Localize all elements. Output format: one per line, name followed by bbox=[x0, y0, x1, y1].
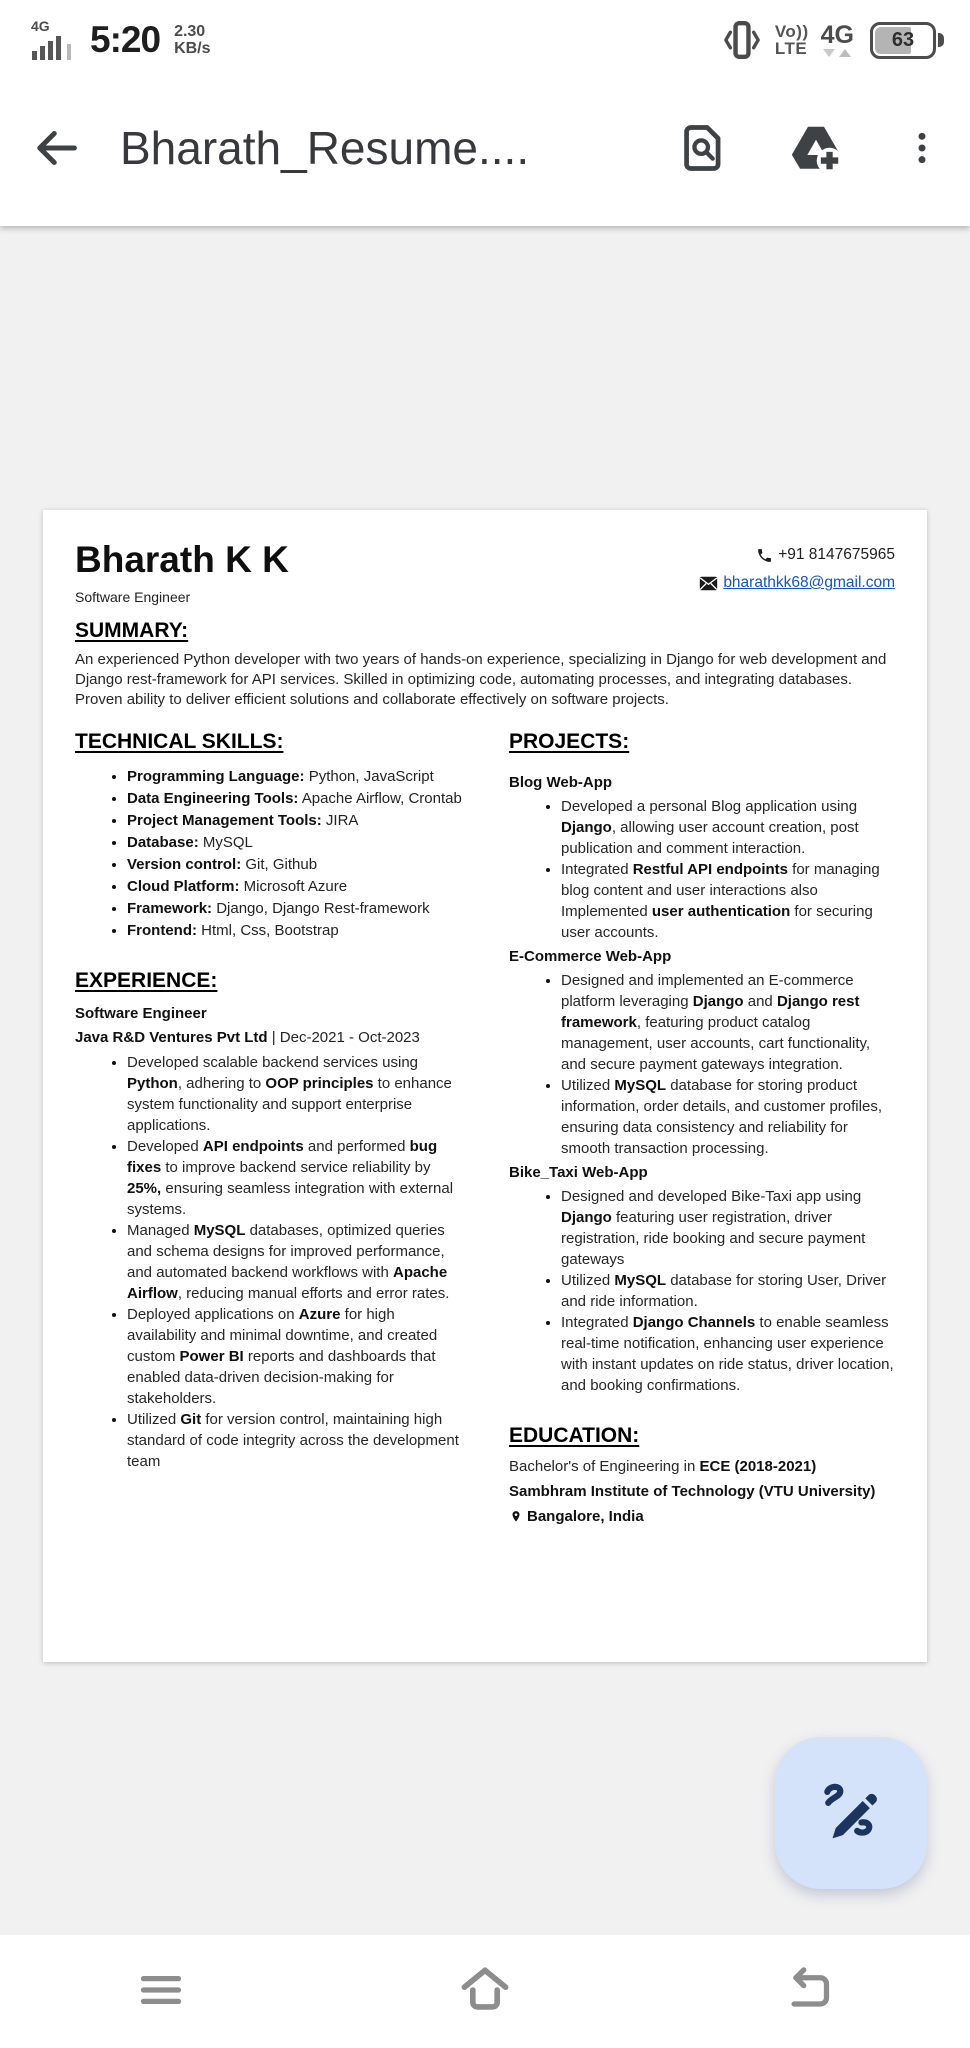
nav-bar bbox=[0, 1935, 970, 2048]
skills-heading: TECHNICAL SKILLS: bbox=[75, 730, 284, 753]
skill-item: • Database: MySQL bbox=[127, 832, 467, 853]
experience-heading: EXPERIENCE: bbox=[75, 969, 218, 992]
skill-item: • Framework: Django, Django Rest-framework bbox=[127, 898, 467, 919]
find-in-document-button[interactable] bbox=[676, 120, 730, 176]
email-icon bbox=[699, 576, 718, 591]
education-location-row bbox=[509, 1504, 895, 1529]
vibrate-icon bbox=[721, 18, 763, 62]
education-heading: EDUCATION: bbox=[509, 1424, 640, 1447]
project-bullet: • Utilized MySQL database for storing User, Driver and ride information. bbox=[561, 1270, 895, 1312]
skill-item: • Frontend: Html, Css, Bootstrap bbox=[127, 920, 467, 941]
education-institute: Sambhram Institute of Technology (VTU University) bbox=[509, 1483, 876, 1500]
find-in-page-icon bbox=[676, 120, 730, 176]
resume-role: Software Engineer bbox=[75, 589, 191, 605]
education-location: Bangalore, India bbox=[527, 1508, 644, 1525]
network-speed: 2.30 KB/s bbox=[174, 23, 211, 57]
drive-add-icon bbox=[786, 119, 846, 177]
skill-item: • Version control: Git, Github bbox=[127, 854, 467, 875]
email-link[interactable]: bharathkk68@gmail.com bbox=[723, 574, 895, 591]
experience-bullet: • Managed MySQL databases, optimized queries and schema designs for improved performance, and automated backend workflows with Apache Airflow, reducing manual efforts and error rates. bbox=[127, 1220, 467, 1304]
skill-item: • Programming Language: Python, JavaScript bbox=[127, 766, 467, 787]
document-title: Bharath_Resume.... bbox=[120, 122, 530, 174]
skill-item: • Data Engineering Tools: Apache Airflow, Crontab bbox=[127, 788, 467, 809]
phone-number: +91 8147675965 bbox=[778, 546, 895, 563]
job-dates: | Dec-2021 - Oct-2023 bbox=[267, 1029, 420, 1046]
phone-row bbox=[699, 546, 895, 564]
project-bullets bbox=[509, 1186, 895, 1396]
company-line bbox=[75, 1026, 467, 1050]
contact-block bbox=[699, 546, 895, 592]
project-title: Blog Web-App bbox=[509, 774, 613, 791]
more-vertical-icon bbox=[902, 120, 942, 176]
email-row bbox=[699, 574, 895, 592]
project-title: Bike_Taxi Web-App bbox=[509, 1164, 648, 1181]
pdf-viewer[interactable] bbox=[0, 226, 970, 1935]
project-bullets bbox=[509, 796, 895, 943]
phone-icon bbox=[756, 547, 773, 564]
overflow-menu-button[interactable] bbox=[902, 120, 942, 176]
signal-strength-icon bbox=[30, 18, 76, 62]
data-arrows-icon bbox=[823, 49, 851, 57]
battery-indicator bbox=[870, 22, 944, 59]
back-arrow-icon bbox=[30, 122, 82, 174]
resume-header bbox=[75, 540, 895, 605]
add-to-drive-button[interactable] bbox=[786, 119, 846, 177]
network-type-indicator: 4G bbox=[821, 23, 854, 57]
experience-bullet: • Utilized Git for version control, maintaining high standard of code integrity across the development team bbox=[127, 1409, 467, 1472]
status-bar bbox=[0, 0, 970, 70]
experience-bullet: • Developed scalable backend services using Python, adhering to OOP principles to enhance system functionality and support enterprise applications. bbox=[127, 1052, 467, 1136]
annotate-fab[interactable] bbox=[775, 1737, 927, 1889]
experience-bullet: • Deployed applications on Azure for high availability and minimal downtime, and created custom Power BI reports and dashboards that enabled data-driven decision-making for stakeholders. bbox=[127, 1304, 467, 1409]
skill-item: • Cloud Platform: Microsoft Azure bbox=[127, 876, 467, 897]
left-column bbox=[75, 730, 467, 1529]
project-bullet: • Designed and implemented an E-commerce platform leveraging Django and Django rest framework, featuring product catalog management, user accounts, cart functionality, and secure payment gateways integration. bbox=[561, 970, 895, 1075]
clock: 5:20 bbox=[90, 19, 161, 60]
stylus-note-icon bbox=[812, 1774, 890, 1852]
summary-text: An experienced Python developer with two years of hands-on experience, specializing in Django for web development and Django rest-framework for API services. Skilled in optimizing code, automating processes, and integrating databases. Proven ability to deliver efficient solutions and collaborate effectively on software projects. bbox=[75, 651, 887, 708]
menu-icon bbox=[130, 1962, 192, 2018]
volte-indicator: Vo)) LTE bbox=[774, 22, 809, 58]
summary-heading: SUMMARY: bbox=[75, 619, 189, 642]
location-pin-icon bbox=[509, 1508, 523, 1526]
education-degree: Bachelor's of Engineering in ECE (2018-2021) bbox=[509, 1458, 817, 1475]
project-title: E-Commerce Web-App bbox=[509, 948, 672, 965]
project-bullet: • Integrated Restful API endpoints for managing blog content and user interactions also Implemented user authentication for securing user accounts. bbox=[561, 859, 895, 943]
company-name: Java R&D Ventures Pvt Ltd bbox=[75, 1029, 268, 1046]
skill-item: • Project Management Tools: JIRA bbox=[127, 810, 467, 831]
job-title: Software Engineer bbox=[75, 1005, 207, 1022]
app-bar bbox=[0, 70, 970, 226]
project-bullet: • Developed a personal Blog application using Django, allowing user account creation, post publication and comment interaction. bbox=[561, 796, 895, 859]
top-chrome bbox=[0, 0, 970, 226]
right-column bbox=[509, 730, 895, 1529]
experience-bullet: • Developed API endpoints and performed bug fixes to improve backend service reliability by 25%, ensuring seamless integration with external systems. bbox=[127, 1136, 467, 1220]
return-arrow-icon bbox=[778, 1962, 840, 2018]
back-nav-button[interactable] bbox=[768, 1952, 850, 2031]
svg-text:4G: 4G bbox=[31, 18, 50, 34]
project-bullets bbox=[509, 970, 895, 1159]
experience-bullets bbox=[75, 1052, 467, 1472]
recents-button[interactable] bbox=[120, 1952, 202, 2031]
skills-list bbox=[75, 766, 467, 941]
project-bullet: • Utilized MySQL database for storing product information, order details, and customer profiles, ensuring data consistency and reliability for smooth transaction processing. bbox=[561, 1075, 895, 1159]
project-bullet: • Integrated Django Channels to enable seamless real-time notification, enhancing user experience with instant updates on ride status, driver location, and booking confirmations. bbox=[561, 1312, 895, 1396]
back-button[interactable] bbox=[30, 122, 82, 174]
battery-percent: 63 bbox=[891, 28, 915, 51]
project-bullet: • Designed and developed Bike-Taxi app using Django featuring user registration, driver registration, ride booking and secure payment gateways bbox=[561, 1186, 895, 1270]
resume-name: Bharath K K bbox=[75, 539, 289, 580]
projects-heading: PROJECTS: bbox=[509, 730, 630, 753]
home-button[interactable] bbox=[442, 1950, 528, 2033]
home-icon bbox=[452, 1960, 518, 2020]
resume-page bbox=[43, 510, 927, 1662]
